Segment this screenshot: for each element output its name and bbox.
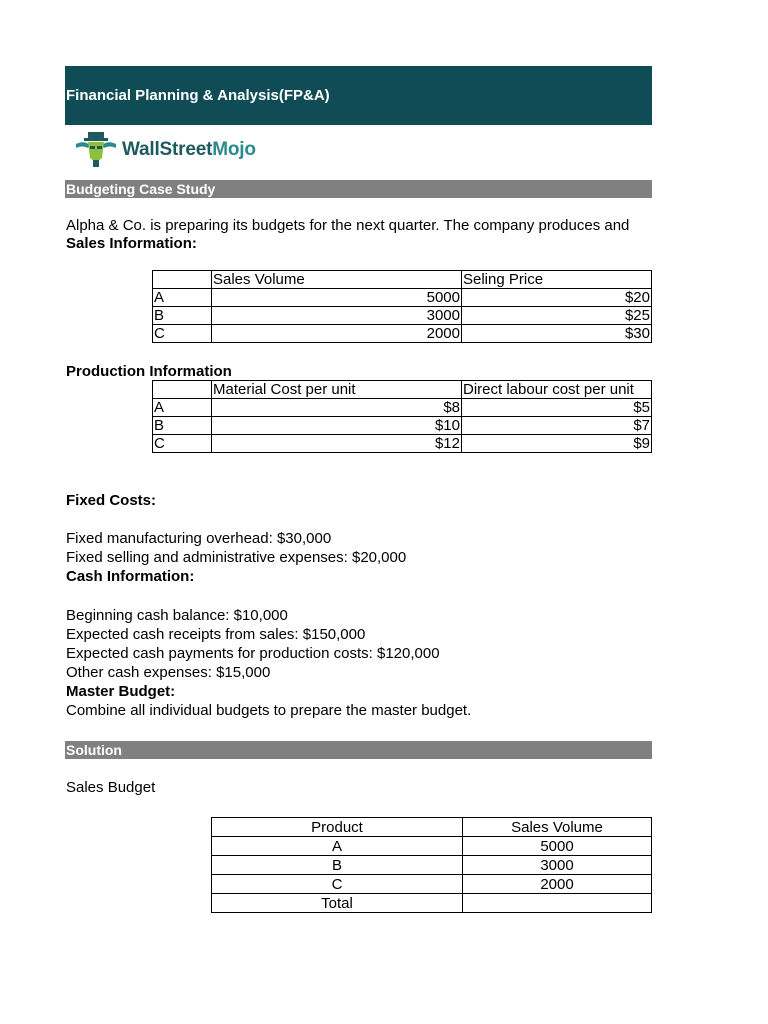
sales-budget-label: Sales Budget [66, 779, 156, 796]
fixed-cost-line: Fixed manufacturing overhead: $30,000 [66, 530, 332, 547]
table-row [153, 399, 652, 417]
cash-line: Expected cash receipts from sales: $150,000 [66, 626, 366, 643]
sales-budget-table [211, 817, 652, 913]
table-cell: $20 [462, 289, 652, 307]
table-cell: 5000 [212, 289, 462, 307]
table-cell: A [212, 837, 463, 856]
table-cell: $8 [212, 399, 462, 417]
table-row [153, 307, 652, 325]
table-header-row [153, 271, 652, 289]
wallstreetmojo-mascot-icon [74, 132, 118, 168]
sales-info-heading: Sales Information: [66, 235, 197, 252]
table-header-cell: Product [212, 818, 463, 837]
table-row [212, 875, 652, 894]
table-row [153, 325, 652, 343]
table-cell [463, 894, 652, 913]
table-cell: $30 [462, 325, 652, 343]
section-band-label: Solution [66, 742, 122, 758]
section-band-case-study [65, 180, 652, 198]
table-header-cell [153, 271, 212, 289]
table-header-row [153, 381, 652, 399]
table-row [153, 417, 652, 435]
cash-line: Expected cash payments for production costs: $120,000 [66, 645, 440, 662]
table-cell: B [153, 417, 212, 435]
table-header-cell: Material Cost per unit [212, 381, 462, 399]
table-cell: $25 [462, 307, 652, 325]
wallstreetmojo-logo [74, 130, 256, 170]
table-cell: 2000 [463, 875, 652, 894]
table-cell: $12 [212, 435, 462, 453]
logo-wordmark [122, 139, 256, 161]
master-budget-heading: Master Budget: [66, 683, 176, 700]
table-header-cell: Sales Volume [463, 818, 652, 837]
logo-word-mojo: Mojo [212, 139, 256, 160]
cash-info-heading: Cash Information: [66, 568, 195, 585]
fixed-cost-line: Fixed selling and administrative expenses: $20,000 [66, 549, 407, 566]
intro-text: Alpha & Co. is preparing its budgets for the next quarter. The company produces and [66, 217, 630, 234]
table-cell: $9 [462, 435, 652, 453]
section-band-label: Budgeting Case Study [66, 181, 216, 197]
sheet-title-banner [65, 66, 652, 125]
table-cell: $10 [212, 417, 462, 435]
table-cell: C [153, 325, 212, 343]
table-header-cell [153, 381, 212, 399]
table-cell: C [212, 875, 463, 894]
table-header-row [212, 818, 652, 837]
table-row [212, 837, 652, 856]
table-header-cell: Seling Price [462, 271, 652, 289]
production-info-table [152, 380, 652, 453]
table-row [212, 856, 652, 875]
table-cell: A [153, 399, 212, 417]
table-cell: C [153, 435, 212, 453]
table-cell: 3000 [212, 307, 462, 325]
sheet-title: Financial Planning & Analysis(FP&A) [66, 87, 330, 104]
master-budget-line: Combine all individual budgets to prepare the master budget. [66, 702, 472, 719]
table-row [212, 894, 652, 913]
sales-info-table [152, 270, 652, 343]
cash-line: Beginning cash balance: $10,000 [66, 607, 288, 624]
table-cell: $7 [462, 417, 652, 435]
section-band-solution [65, 741, 652, 759]
table-header-cell: Direct labour cost per unit [462, 381, 652, 399]
fixed-costs-heading: Fixed Costs: [66, 492, 157, 509]
cash-line: Other cash expenses: $15,000 [66, 664, 271, 681]
table-header-cell: Sales Volume [212, 271, 462, 289]
logo-word-wallstreet: WallStreet [122, 139, 213, 160]
table-cell: A [153, 289, 212, 307]
table-cell: 2000 [212, 325, 462, 343]
table-row [153, 435, 652, 453]
table-cell: B [212, 856, 463, 875]
table-cell: B [153, 307, 212, 325]
table-row [153, 289, 652, 307]
table-cell: 3000 [463, 856, 652, 875]
table-cell: Total [212, 894, 463, 913]
table-cell: 5000 [463, 837, 652, 856]
table-cell: $5 [462, 399, 652, 417]
production-info-heading: Production Information [66, 363, 232, 380]
